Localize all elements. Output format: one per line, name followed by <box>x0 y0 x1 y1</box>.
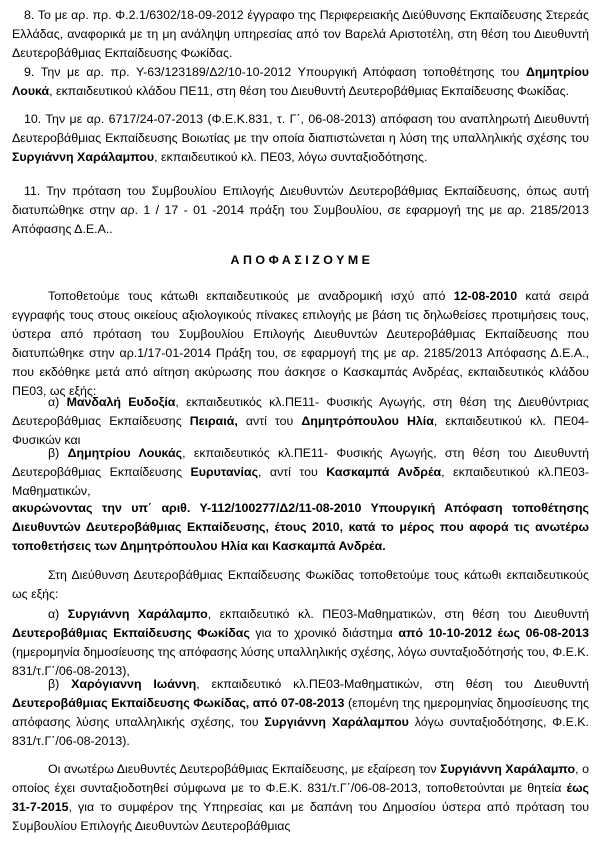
bold-text-run: Πειραιά, <box>189 414 238 428</box>
bold-text-run: Συργιάννη Χαράλαμπου <box>12 150 155 164</box>
bold-text-run: Δημητρίου Λουκάς <box>67 446 183 460</box>
text-run: , εκπαιδευτικού κλ.ΠΕ03-Μαθηματικών, <box>12 465 590 498</box>
clause-10 <box>12 110 589 167</box>
text-run: Στη Διεύθυνση Δευτεροβάθμιας Εκπαίδευσης Φωκίδας τοποθετούμε τους κάτωθι εκπαιδευτικούς ως εξής: <box>12 568 589 601</box>
bold-text-run: Συργιάννη Χαράλαμπου <box>264 715 409 729</box>
bold-text-run: Συργιάννη Χαράλαμπο <box>440 762 576 776</box>
fokida-item-a <box>12 605 589 681</box>
bold-text-run: Δημητρόπουλου Ηλία <box>301 414 434 428</box>
bold-text-run: Κασκαμπά Ανδρέα <box>326 465 442 479</box>
bold-text-run: Δευτεροβάθμιας Εκπαίδευσης Φωκίδας <box>12 626 250 640</box>
bold-text-run: Δευτεροβάθμιας Εκπαίδευσης Φωκίδας, από 07-08-2013 <box>12 696 345 710</box>
bold-text-run: Συργιάννη Χαράλαμπο <box>67 607 208 621</box>
bold-text-run: 12-08-2010 <box>453 289 518 303</box>
text-run: , ο οποίος έχει συνταξιοδοτηθεί σύμφωνα με το Φ.Ε.Κ. 831/τ.Γ΄/06-08-2013, τοποθετούνται με θητεία <box>12 762 589 795</box>
term-paragraph <box>12 760 589 836</box>
clause-9 <box>12 63 589 101</box>
fokida-intro-paragraph <box>12 566 589 604</box>
clause-11 <box>12 182 589 239</box>
placement-item-a <box>12 393 589 450</box>
text-run: Τοποθετούμε τους κάτωθι εκπαιδευτικούς με αναδρομική ισχύ από <box>48 289 454 303</box>
text-run: κατά σειρά εγγραφής τους στους οικείους αξιολογικούς πίνακες επιλογής με βάση τις δηλωθείσες προτιμήσεις τους, ύστερα από πρόταση του Συμβουλίου Επιλογής Διευθυντών Δευτεροβάθμιας Εκπαίδευσης που διατυπώθηκε στην αρ.1/17-01-2014 Πράξη του, σε εφαρμογή της με αρ. 2185/2013 Απόφασης Δ.Ε.Α., που εκδόθηκε μετά από αίτηση ακύρωσης που άσκησε ο Κασκαμπάς Ανδρέας, εκπαιδευτικός κλάδου ΠΕ03, ως εξής: <box>12 289 589 398</box>
decision-heading: ΑΠΟΦΑΣΙΖΟΥΜΕ <box>230 253 374 267</box>
bold-text-run: από 10-10-2012 έως 06-08-2013 <box>398 626 590 640</box>
text-run: λόγω συνταξιοδότησης, Φ.Ε.Κ. 831/τ.Γ΄/06-08-2013). <box>12 715 589 748</box>
bold-text-run: Ευρυτανίας <box>190 465 259 479</box>
text-run: 10. Την με αρ. 6717/24-07-2013 (Φ.Ε.Κ.831, τ. Γ΄, 06-08-2013) απόφαση του αναπληρωτή Διευθυντή Δευτεροβάθμιας Εκπαίδευσης Βοιωτίας με την οποία διαπιστώνεται η λύση της υπαλληλικής σχέσης του <box>12 112 589 145</box>
placement-item-b <box>12 444 589 501</box>
text-run: , εκπαιδευτικός κλ.ΠΕ11- Φυσικής Αγωγής, στη θέση της Διευθύντριας Δευτεροβάθμιας Εκπαίδευσης <box>12 395 590 428</box>
fokida-item-b <box>12 675 589 751</box>
bold-text-run: Μανδαλή Ευδοξία <box>66 395 176 409</box>
text-run: , εκπαιδευτικού κλ. ΠΕ03, λόγω συνταξιοδότησης. <box>154 150 428 164</box>
text-run: 9. Την με αρ. πρ. Υ-63/123189/Δ2/10-10-2012 Υπουργική Απόφαση τοποθέτησης του <box>24 65 526 79</box>
text-run: (επομένη της ημερομηνίας δημοσίευσης της απόφασης λύσης υπαλληλικής σχέσης, του <box>12 696 590 729</box>
clause-8 <box>12 6 589 63</box>
bold-text-run: ακυρώνοντας την υπ΄ αριθ. Υ-112/100277/Δ2/11-08-2010 Υπουργική Απόφαση τοποθέτησης Διευθυντών Δευτεροβάθμιας Εκπαίδευσης, έτους 2010, κατά το μέρος που αφορά τις ανωτέρω τοποθετήσεις των Δημητρόπουλου Ηλία και Κασκαμπά Ανδρέα. <box>12 501 589 553</box>
text-run: , εκπαιδευτικό κλ.ΠΕ03-Μαθηματικών, στη θέση του Διευθυντή <box>196 677 589 691</box>
text-run: , εκπαιδευτικού κλάδου ΠΕ11, στη θέση του Διευθυντή Δευτεροβάθμιας Εκπαίδευσης Φωκίδας. <box>49 84 570 98</box>
text-run: , εκπαιδευτικός κλ.ΠΕ11- Φυσικής Αγωγής, στη θέση του Διευθυντή Δευτεροβάθμιας Εκπαίδευσης <box>12 446 589 479</box>
text-run: , εκπαιδευτικό κλ. ΠΕ03-Μαθηματικών, στη θέση του Διευθυντή <box>207 607 590 621</box>
text-run: (ημερομηνία δημοσίευσης της απόφασης λύσης υπαλληλικής σχέσης, λόγω συνταξιοδότησής του, Φ.Ε.Κ. 831/τ.Γ΄/06-08-2013), <box>12 645 589 678</box>
text-run: , αντί του <box>258 465 327 479</box>
text-run: , για το συμφέρον της Υπηρεσίας και με δαπάνη του Δημοσίου ύστερα από πρόταση του Συμβουλίου Επιλογής Διευθυντών Δευτεροβάθμιας <box>12 800 589 833</box>
annulment-paragraph <box>12 499 589 556</box>
text-run: , εκπαιδευτικού κλ. ΠΕ04-Φυσικών και <box>12 414 589 447</box>
text-run: αντί του <box>237 414 302 428</box>
bold-text-run: Δημητρίου Λουκά <box>12 65 589 98</box>
text-run: για το χρονικό διάστημα <box>249 626 399 640</box>
text-run: β) <box>48 677 72 691</box>
text-run: α) <box>48 607 68 621</box>
decision-intro-paragraph <box>12 287 589 401</box>
text-run: Οι ανωτέρω Διευθυντές Δευτεροβάθμιας Εκπαίδευσης, με εξαίρεση τον <box>48 762 441 776</box>
text-run: β) <box>48 446 68 460</box>
text-run: 11. Την πρόταση του Συμβουλίου Επιλογής Διευθυντών Δευτεροβάθμιας Εκπαίδευσης, όπως αυτή διατυπώθηκε στην αρ. 1 / 17 - 01 -2014 πράξη του Συμβουλίου, σε εφαρμογή της με αρ. 2185/2013 Απόφασης Δ.Ε.Α.. <box>12 184 589 236</box>
bold-text-run: Χαρόγιαννη Ιωάννη <box>71 677 197 691</box>
bold-text-run: έως 31-7-2015 <box>12 781 589 814</box>
text-run: α) <box>48 395 67 409</box>
text-run: 8. Το με αρ. πρ. Φ.2.1/6302/18-09-2012 έγγραφο της Περιφερειακής Διεύθυνσης Εκπαίδευσης Στερεάς Ελλάδας, αναφορικά με τη μη ανάληψη υπηρεσίας από τον Βαρελά Αριστοτέλη, στη θέση του Διευθυντή Δευτεροβάθμιας Εκπαίδευσης Φωκίδας. <box>12 8 589 60</box>
